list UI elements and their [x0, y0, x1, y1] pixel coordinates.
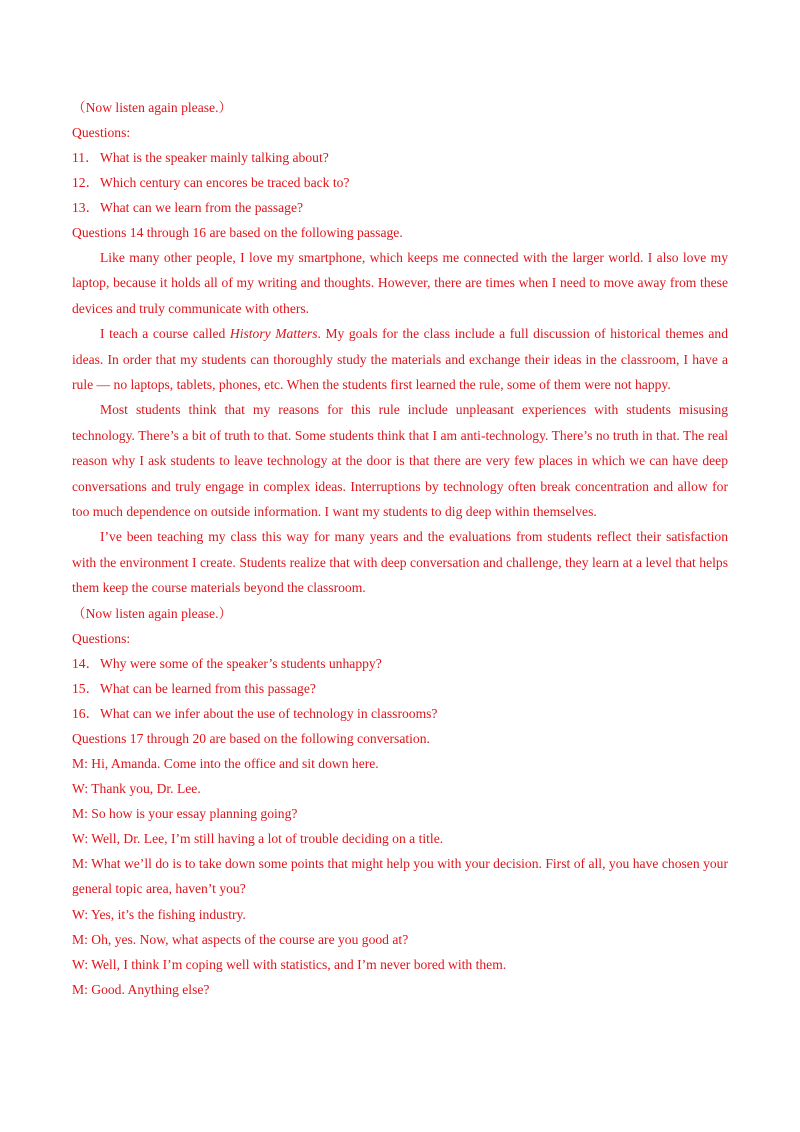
question-text: Why were some of the speaker’s students unhappy? [100, 655, 382, 671]
question-13 [72, 195, 728, 220]
question-number: 12． [72, 175, 100, 190]
section-intro-17-20: Questions 17 through 20 are based on the following conversation. [72, 730, 430, 746]
question-text: What can we infer about the use of technology in classrooms? [100, 705, 438, 721]
question-number: 16． [72, 705, 100, 721]
question-text: What can be learned from this passage? [100, 680, 316, 696]
question-14 [72, 651, 728, 676]
question-12 [72, 170, 728, 195]
paragraph-text: . My goals for the class include a full discussion of historical themes and ideas. In order that my students can thoroughly study the materials and exchange their ideas in the classroom, I have a rule — no laptops, tablets, phones, etc. When the students first learned the rule, some of them were not happy. [72, 326, 729, 393]
question-15 [72, 676, 728, 701]
conversation-line: W: Well, I think I’m coping well with statistics, and I’m never bored with them. [72, 956, 507, 972]
question-number: 13． [72, 200, 100, 215]
document-page [72, 95, 728, 1002]
question-number: 15． [72, 680, 100, 696]
conversation-line: W: Thank you, Dr. Lee. [72, 780, 201, 796]
passage-paragraph-1: Like many other people, I love my smartphone, which keeps me connected with the larger world. I also love my laptop, because it holds all of my writing and thoughts. However, there are times when I need to move away from these devices and truly communicate with others. [72, 250, 728, 316]
listen-again-instruction: （Now listen again please.） [72, 605, 233, 621]
conversation [72, 751, 728, 1002]
paragraph-text: I teach a course called [100, 326, 230, 342]
conversation-line: M: Good. Anything else? [72, 981, 210, 997]
question-16 [72, 701, 728, 726]
conversation-line: M: What we’ll do is to take down some points that might help you with your decision. First of all, you have chosen your general topic area, haven’t you? [72, 855, 728, 897]
conversation-line: M: Oh, yes. Now, what aspects of the course are you good at? [72, 931, 409, 947]
conversation-line: W: Yes, it’s the fishing industry. [72, 906, 246, 922]
question-number: 14． [72, 655, 100, 671]
conversation-line: M: Hi, Amanda. Come into the office and sit down here. [72, 755, 379, 771]
passage-paragraph-3: Most students think that my reasons for this rule include unpleasant experiences with students misusing technology. There’s a bit of truth to that. Some students think that I am anti-technology. There’s no truth in that. The real reason why I ask students to leave technology at the door is that there are very few places in which we can have deep conversations and truly engage in complex ideas. Interruptions by technology often break concentration and allow for too much dependence on outside information. I want my students to dig deep within themselves. [72, 402, 728, 520]
question-text: What is the speaker mainly talking about? [100, 150, 329, 165]
question-number: 11． [72, 150, 99, 165]
passage-paragraph-4: I’ve been teaching my class this way for many years and the evaluations from students reflect their satisfaction with the environment I create. Students realize that with deep conversation and challenge, they learn at a level that helps them keep the course materials beyond the classroom. [72, 529, 728, 596]
section-intro-14-16: Questions 14 through 16 are based on the following passage. [72, 225, 403, 240]
questions-label: Questions: [72, 630, 131, 646]
question-11 [72, 145, 728, 170]
listen-again-instruction: （Now listen again please.） [72, 100, 233, 115]
conversation-line: W: Well, Dr. Lee, I’m still having a lot of trouble deciding on a title. [72, 830, 444, 846]
course-title: History Matters [229, 326, 318, 342]
question-text: Which century can encores be traced back to? [100, 175, 350, 190]
conversation-line: M: So how is your essay planning going? [72, 805, 298, 821]
passage-paragraph-2 [72, 321, 728, 397]
question-text: What can we learn from the passage? [100, 200, 304, 215]
questions-label: Questions: [72, 125, 131, 140]
